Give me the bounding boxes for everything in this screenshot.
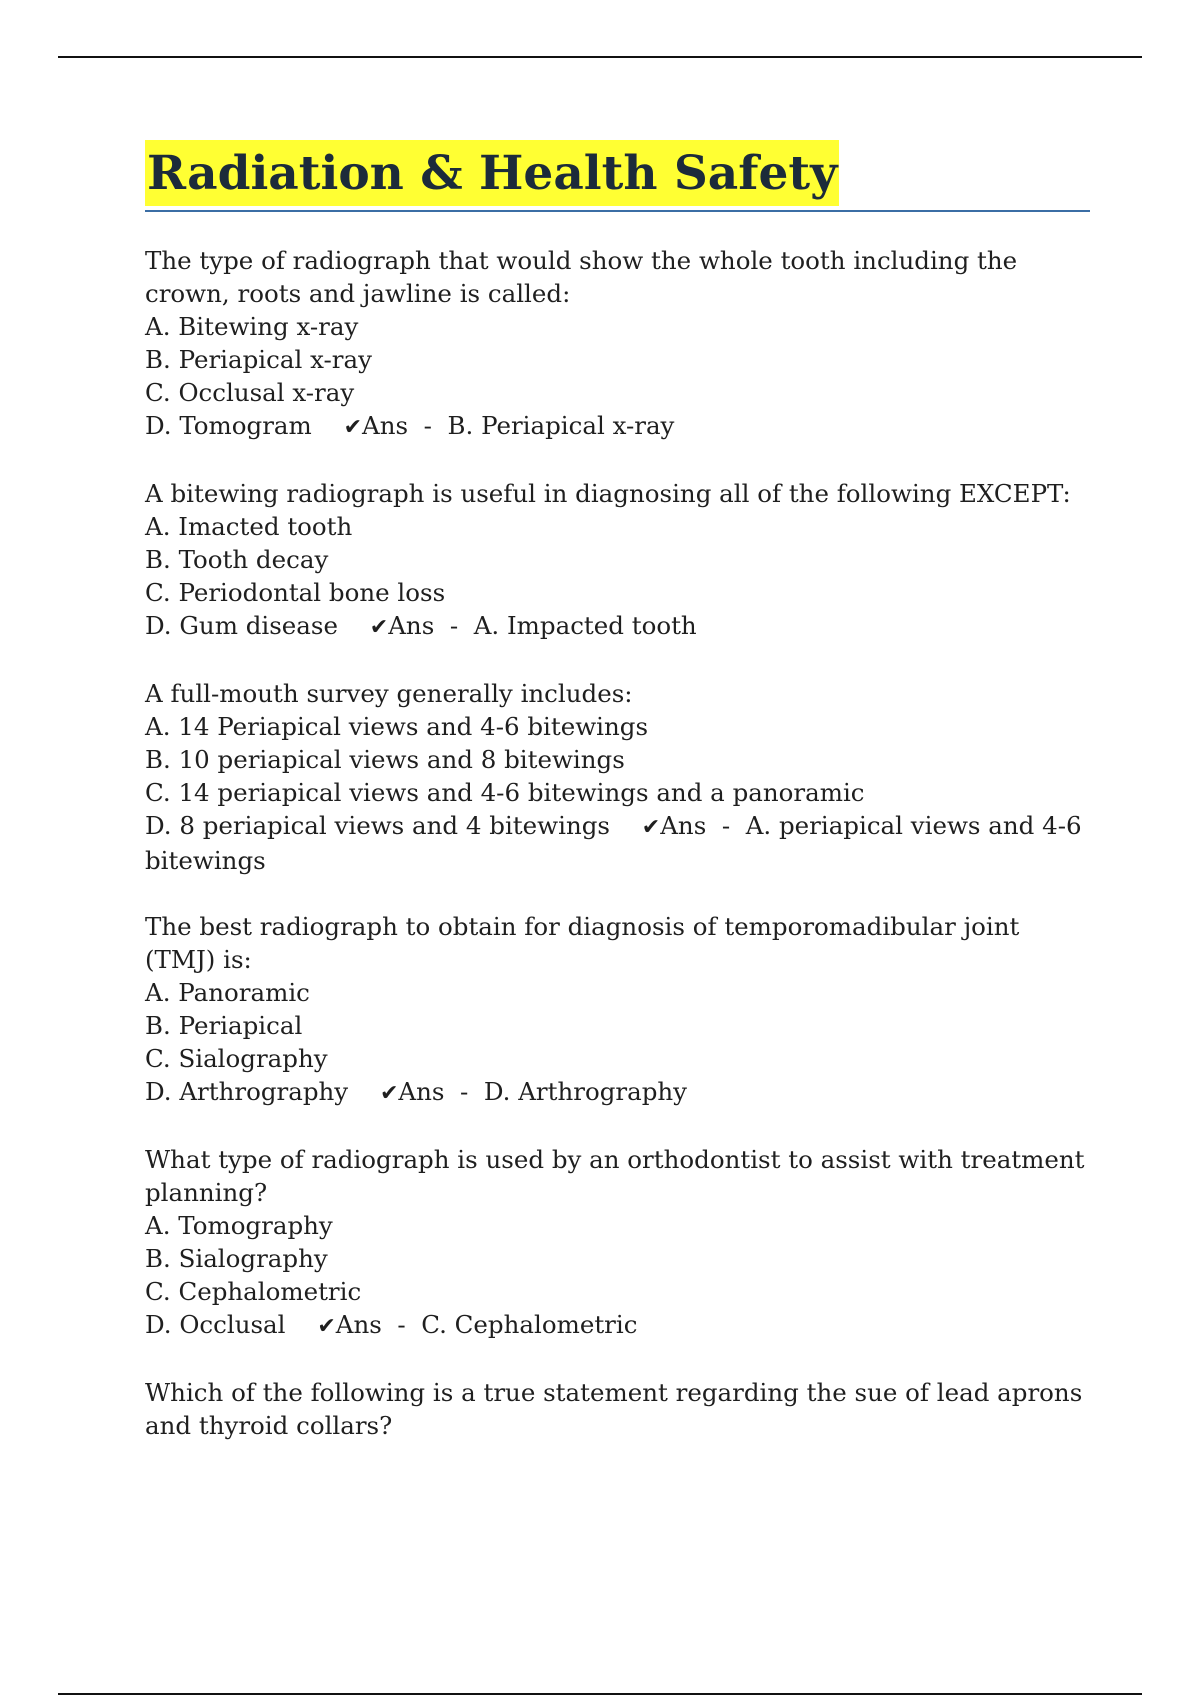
option-b: B. Periapical x-ray bbox=[145, 345, 372, 374]
option-c: C. Sialography bbox=[145, 1044, 328, 1073]
option-b: B. Tooth decay bbox=[145, 545, 329, 574]
answer-label: Ans bbox=[362, 411, 409, 440]
option-d: D. Gum disease bbox=[145, 611, 338, 640]
option-c: C. 14 periapical views and 4-6 bitewings and a panoramic bbox=[145, 778, 865, 807]
question-block bbox=[145, 1376, 1090, 1442]
option-d: D. Arthrography bbox=[145, 1077, 349, 1106]
option-d: D. 8 periapical views and 4 bitewings bbox=[145, 811, 610, 840]
option-b: B. 10 periapical views and 8 bitewings bbox=[145, 745, 625, 774]
page-title: Radiation & Health Safety bbox=[145, 140, 839, 206]
question-block bbox=[145, 244, 1090, 444]
question-block bbox=[145, 477, 1090, 644]
header-rule bbox=[58, 56, 1142, 58]
checkmark-icon: ✔ bbox=[317, 1314, 336, 1339]
footer-rule bbox=[58, 1693, 1142, 1695]
option-c: C. Cephalometric bbox=[145, 1277, 362, 1306]
checkmark-icon: ✔ bbox=[343, 415, 362, 440]
question-text: A bitewing radiograph is useful in diagnosing all of the following EXCEPT: bbox=[145, 479, 1071, 508]
answer-text: D. Arthrography bbox=[483, 1077, 688, 1106]
option-b: B. Periapical bbox=[145, 1011, 303, 1040]
option-c: C. Occlusal x-ray bbox=[145, 378, 355, 407]
answer-line: D. 8 periapical views and 4 bitewings ✔Ans - A. periapical views and 4-6 bitewings bbox=[145, 811, 1082, 875]
answer-text: B. Periapical x-ray bbox=[447, 411, 675, 440]
answer-text: C. Cephalometric bbox=[421, 1310, 638, 1339]
answer-label: Ans bbox=[388, 611, 435, 640]
answer-label: Ans bbox=[660, 811, 707, 840]
question-block bbox=[145, 1143, 1090, 1343]
title-block bbox=[145, 140, 1090, 212]
option-a: A. Bitewing x-ray bbox=[145, 312, 359, 341]
option-d: D. Occlusal bbox=[145, 1310, 286, 1339]
question-block bbox=[145, 910, 1090, 1110]
checkmark-icon: ✔ bbox=[369, 615, 389, 640]
option-list bbox=[145, 310, 1090, 444]
answer-line: D. Arthrography ✔Ans - D. Arthrography bbox=[145, 1077, 688, 1106]
option-a: A. Tomography bbox=[145, 1211, 333, 1240]
option-a: A. 14 Periapical views and 4-6 bitewings bbox=[145, 712, 649, 741]
option-c: C. Periodontal bone loss bbox=[145, 578, 446, 607]
option-list bbox=[145, 510, 1090, 644]
answer-line: D. Tomogram ✔Ans - B. Periapical x-ray bbox=[145, 411, 675, 440]
document-body bbox=[145, 140, 1090, 1475]
question-block bbox=[145, 677, 1090, 877]
question-list bbox=[145, 244, 1090, 1442]
question-text: What type of radiograph is used by an orthodontist to assist with treatment planning? bbox=[145, 1145, 1085, 1207]
question-text: Which of the following is a true statement regarding the sue of lead aprons and thyroid collars? bbox=[145, 1378, 1083, 1440]
checkmark-icon: ✔ bbox=[379, 1081, 399, 1106]
option-d: D. Tomogram bbox=[145, 411, 312, 440]
answer-text: A. periapical views and 4-6 bitewings bbox=[145, 811, 1082, 875]
question-text: The type of radiograph that would show the whole tooth including the crown, roots and jawline is called: bbox=[145, 246, 1018, 308]
option-list bbox=[145, 976, 1090, 1110]
option-list bbox=[145, 1209, 1090, 1343]
question-text: A full-mouth survey generally includes: bbox=[145, 679, 633, 708]
option-a: A. Panoramic bbox=[145, 978, 310, 1007]
answer-label: Ans bbox=[335, 1310, 382, 1339]
answer-label: Ans bbox=[398, 1077, 445, 1106]
option-list bbox=[145, 710, 1090, 877]
question-text: The best radiograph to obtain for diagnosis of temporomadibular joint (TMJ) is: bbox=[145, 912, 1020, 974]
answer-line: D. Occlusal ✔Ans - C. Cephalometric bbox=[145, 1310, 638, 1339]
answer-line: D. Gum disease ✔Ans - A. Impacted tooth bbox=[145, 611, 697, 640]
checkmark-icon: ✔ bbox=[641, 815, 661, 840]
option-a: A. Imacted tooth bbox=[145, 512, 353, 541]
answer-text: A. Impacted tooth bbox=[473, 611, 697, 640]
option-b: B. Sialography bbox=[145, 1244, 328, 1273]
